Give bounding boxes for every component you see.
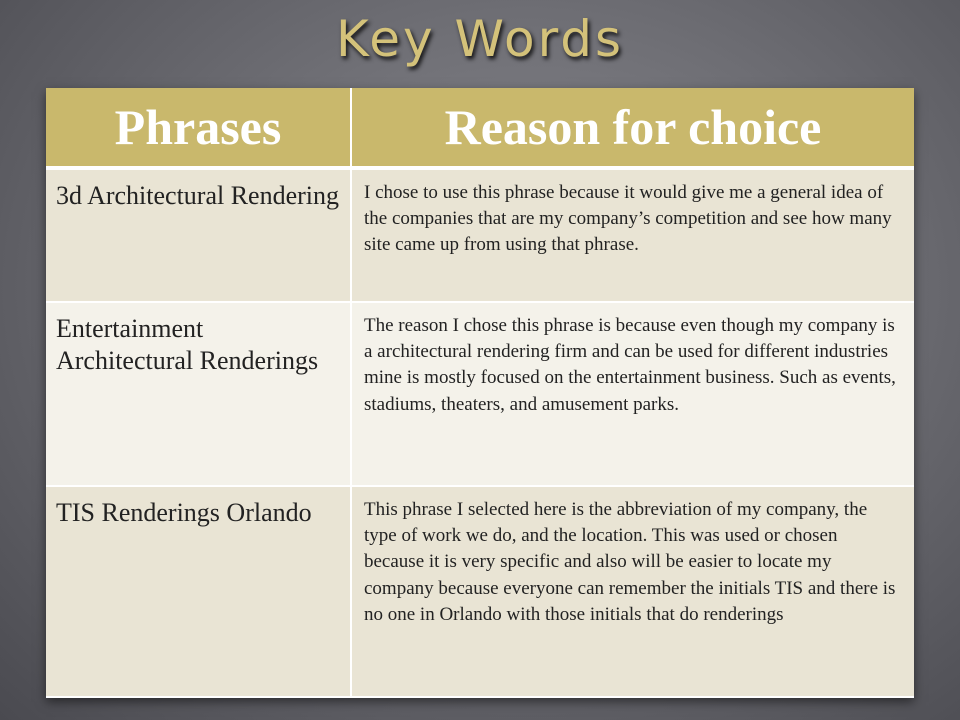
reason-cell: This phrase I selected here is the abbreviation of my company, the type of work we do, and the location. This was used or chosen because it is very specific and also will be easier to locate my company because everyone can remember the initials TIS and there is no one in Orlando with those initials that do renderings <box>351 486 914 697</box>
phrase-cell: 3d Architectural Rendering <box>46 168 351 302</box>
header-phrases: Phrases <box>46 88 351 168</box>
keywords-table <box>46 88 914 698</box>
reason-cell: The reason I chose this phrase is because even though my company is a architectural rendering firm and can be used for different industries mine is mostly focused on the entertainment business. Such as events, stadiums, theaters, and amusement parks. <box>351 302 914 486</box>
table-row <box>46 486 914 697</box>
phrase-cell: Entertainment Architectural Renderings <box>46 302 351 486</box>
table-header-row <box>46 88 914 168</box>
table-row <box>46 302 914 486</box>
keywords-table-container <box>46 88 914 698</box>
table-row <box>46 168 914 302</box>
header-reason-for-choice: Reason for choice <box>351 88 914 168</box>
slide-title: Key Words <box>335 10 625 68</box>
phrase-cell: TIS Renderings Orlando <box>46 486 351 697</box>
reason-cell: I chose to use this phrase because it would give me a general idea of the companies that are my company’s competition and see how many site came up from using that phrase. <box>351 168 914 302</box>
